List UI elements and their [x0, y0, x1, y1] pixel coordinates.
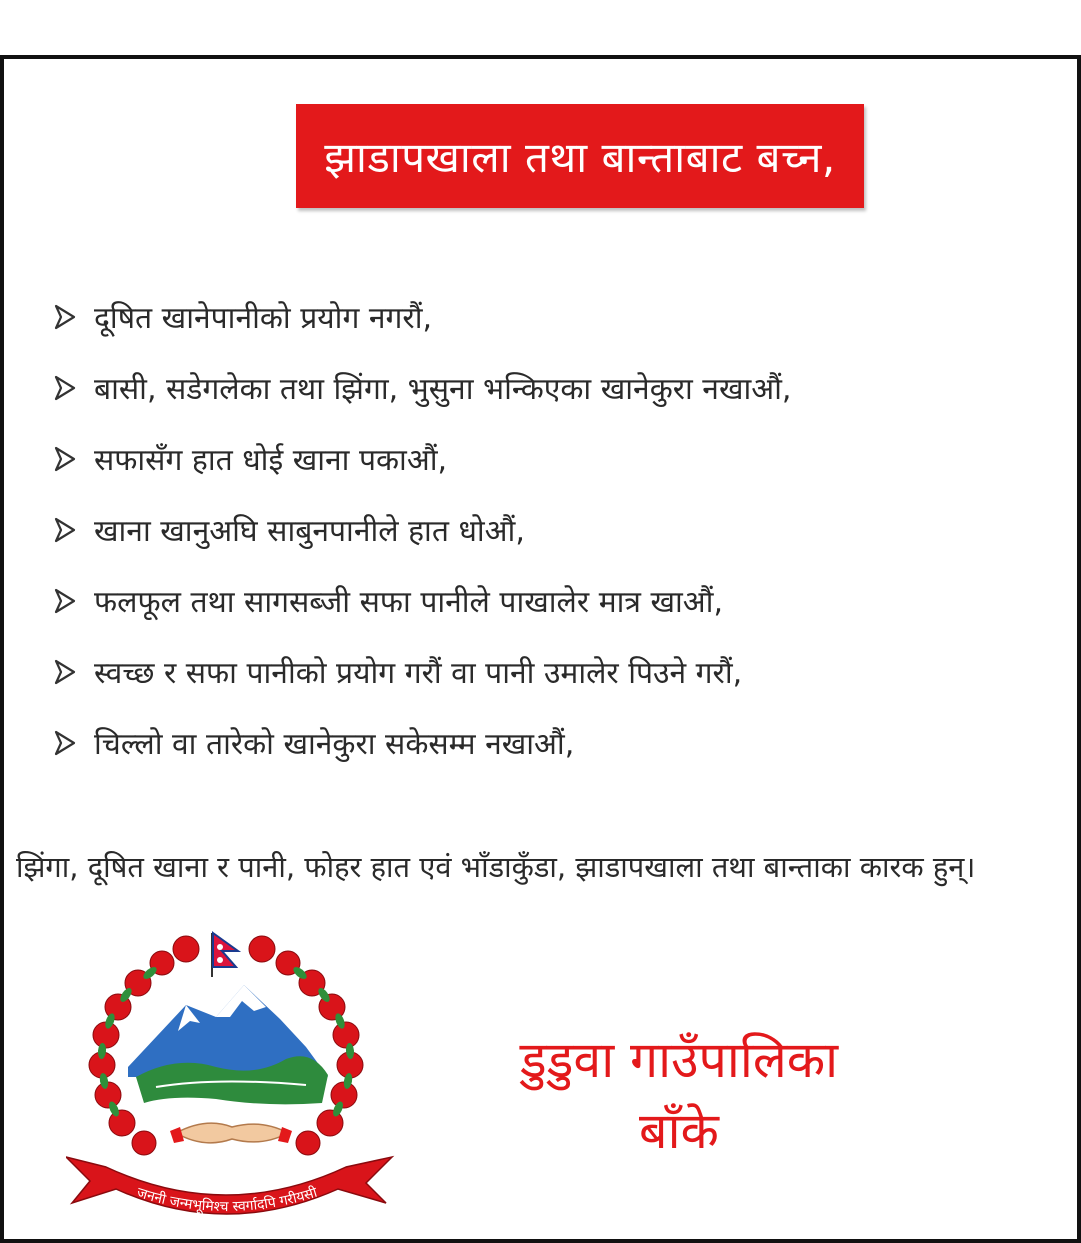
arrowhead-bullet-icon — [54, 513, 80, 547]
title-banner — [296, 104, 864, 208]
arrowhead-bullet-icon — [54, 655, 80, 689]
arrowhead-bullet-icon — [54, 371, 80, 405]
list-item — [54, 352, 791, 423]
tip-text: बासी, सडेगलेका तथा झिंगा, भुसुना भन्किएका खानेकुरा नखाऔं, — [94, 372, 792, 407]
prevention-tips-list — [54, 281, 791, 778]
poster-frame — [0, 55, 1081, 1243]
list-item — [54, 707, 791, 778]
tip-text: खाना खानुअघि साबुनपानीले हात धोऔं, — [94, 514, 525, 549]
nepal-flag-icon — [212, 933, 238, 977]
organization-name: डुडुवा गाउँपालिका — [519, 1031, 839, 1089]
emblem-motto: जननी जन्मभूमिश्च स्वर्गादपि गरीयसी — [134, 1184, 320, 1216]
arrowhead-bullet-icon — [54, 584, 80, 618]
summary-text: झिंगा, दूषित खाना र पानी, फोहर हात एवं भाँडाकुँडा, झाडापखाला तथा बान्ताका कारक हुन्। — [16, 850, 976, 884]
list-item — [54, 281, 791, 352]
tip-text: फलफूल तथा सागसब्जी सफा पानीले पाखालेर मात्र खाऔं, — [94, 585, 724, 620]
list-item — [54, 494, 791, 565]
list-item — [54, 565, 791, 636]
list-item — [54, 636, 791, 707]
organization-block — [414, 1024, 944, 1166]
arrowhead-bullet-icon — [54, 442, 80, 476]
district-name: बाँके — [639, 1102, 719, 1160]
arrowhead-bullet-icon — [54, 726, 80, 760]
tip-text: सफासँग हात धोई खाना पकाऔं, — [94, 443, 448, 478]
tip-text: स्वच्छ र सफा पानीको प्रयोग गरौं वा पानी उमालेर पिउने गरौं, — [94, 656, 743, 691]
list-item — [54, 423, 791, 494]
arrowhead-bullet-icon — [54, 300, 80, 334]
tip-text: चिल्लो वा तारेको खानेकुरा सकेसम्म नखाऔं, — [94, 727, 575, 762]
page-title: झाडापखाला तथा बान्ताबाट बच्न, — [324, 132, 836, 182]
nepal-coat-of-arms-icon — [66, 927, 396, 1217]
tip-text: दूषित खानेपानीको प्रयोग नगरौं, — [94, 301, 432, 336]
